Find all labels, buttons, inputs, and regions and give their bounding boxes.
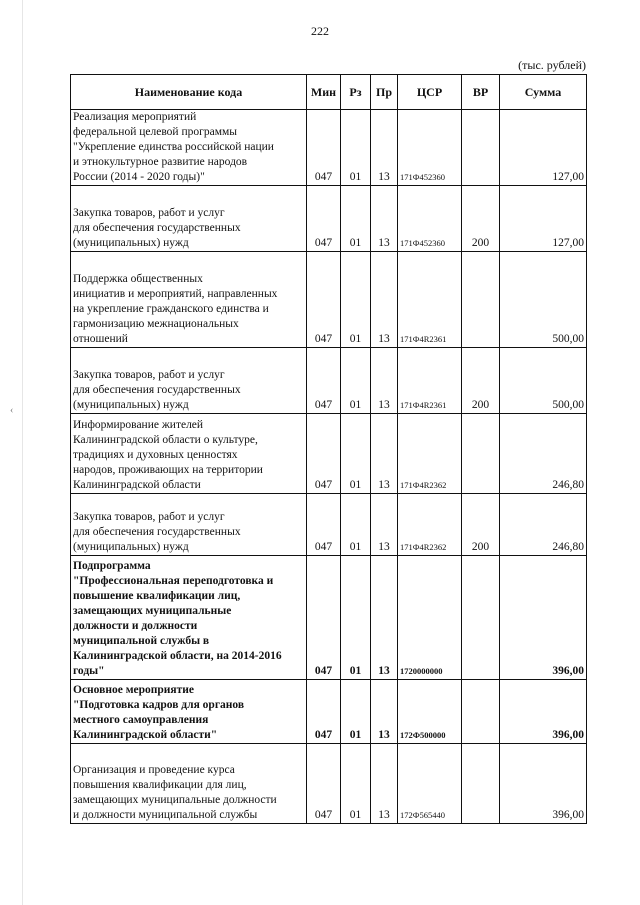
row-csr: 171Ф452360: [398, 110, 462, 186]
row-vr: 200: [462, 186, 500, 252]
table-row: [71, 744, 587, 824]
row-min: 047: [307, 252, 341, 348]
budget-table: [70, 74, 587, 824]
row-csr: 171Ф4R2361: [398, 252, 462, 348]
row-vr: [462, 680, 500, 744]
row-sum: 127,00: [500, 110, 587, 186]
table-row-main-activity: [71, 680, 587, 744]
header-name: Наименование кода: [71, 75, 307, 110]
table-row: [71, 110, 587, 186]
row-vr: [462, 110, 500, 186]
row-sum: 246,80: [500, 414, 587, 494]
row-min: 047: [307, 744, 341, 824]
row-csr: 171Ф4R2361: [398, 348, 462, 414]
row-rz: 01: [341, 494, 371, 556]
row-rz: 01: [341, 744, 371, 824]
row-pr: 13: [371, 348, 398, 414]
row-name-cell: [71, 110, 307, 186]
row-csr: 172Ф500000: [398, 680, 462, 744]
row-name: Поддержка общественных инициатив и мероприятий, направленных на укрепление гражданского единства и гармонизацию межнациональных отношений: [73, 273, 278, 345]
row-name: Закупка товаров, работ и услуг для обеспечения государственных (муниципальных) нужд: [73, 511, 241, 553]
header-sum: Сумма: [500, 75, 587, 110]
margin-mark: ‹: [10, 405, 14, 416]
row-name: Закупка товаров, работ и услуг для обеспечения государственных (муниципальных) нужд: [73, 369, 241, 411]
row-name-cell: [71, 414, 307, 494]
table-row-subprogram: [71, 556, 587, 680]
row-name: Организация и проведение курса повышения квалификации для лиц, замещающих муниципальные должности и должности муниципальной службы: [73, 764, 277, 821]
row-vr: [462, 556, 500, 680]
units-label: (тыс. рублей): [518, 58, 586, 72]
row-name: Закупка товаров, работ и услуг для обеспечения государственных (муниципальных) нужд: [73, 207, 241, 249]
header-min: Мин: [307, 75, 341, 110]
row-pr: 13: [371, 680, 398, 744]
row-min: 047: [307, 494, 341, 556]
row-min: 047: [307, 680, 341, 744]
table-row: [71, 348, 587, 414]
row-min: 047: [307, 556, 341, 680]
row-name: Информирование жителей Калининградской области о культуре, традициях и духовных ценностях народов, проживающих на территории Калининградской области: [73, 419, 263, 491]
row-pr: 13: [371, 744, 398, 824]
row-rz: 01: [341, 348, 371, 414]
row-min: 047: [307, 348, 341, 414]
header-rz: Рз: [341, 75, 371, 110]
row-name-cell: [71, 252, 307, 348]
table-row: [71, 186, 587, 252]
row-sum: 396,00: [500, 556, 587, 680]
header-vr: ВР: [462, 75, 500, 110]
row-rz: 01: [341, 556, 371, 680]
row-pr: 13: [371, 414, 398, 494]
row-pr: 13: [371, 494, 398, 556]
row-sum: 246,80: [500, 494, 587, 556]
row-name-cell: [71, 186, 307, 252]
row-pr: 13: [371, 186, 398, 252]
row-min: 047: [307, 110, 341, 186]
row-vr: [462, 744, 500, 824]
table-row: [71, 414, 587, 494]
row-min: 047: [307, 414, 341, 494]
row-name-cell: [71, 348, 307, 414]
row-rz: 01: [341, 110, 371, 186]
row-pr: 13: [371, 556, 398, 680]
table-row: [71, 252, 587, 348]
row-min: 047: [307, 186, 341, 252]
row-vr: [462, 252, 500, 348]
row-pr: 13: [371, 252, 398, 348]
row-csr: 1720000000: [398, 556, 462, 680]
row-vr: 200: [462, 494, 500, 556]
row-sum: 127,00: [500, 186, 587, 252]
row-name-cell: [71, 680, 307, 744]
row-csr: 171Ф452360: [398, 186, 462, 252]
row-name-cell: [71, 556, 307, 680]
row-rz: 01: [341, 414, 371, 494]
binding-edge-line: [22, 0, 23, 905]
row-name-cell: [71, 744, 307, 824]
row-csr: 171Ф4R2362: [398, 414, 462, 494]
row-sum: 396,00: [500, 744, 587, 824]
row-csr: 171Ф4R2362: [398, 494, 462, 556]
page-number: 222: [311, 24, 329, 38]
row-name: Подпрограмма "Профессиональная переподготовка и повышение квалификации лиц, замещающих муниципальные должности и должности муниципальной службы в Калининградской области, на 2014-2016 годы": [73, 560, 282, 677]
row-sum: 396,00: [500, 680, 587, 744]
row-rz: 01: [341, 186, 371, 252]
table-header-row: [71, 75, 587, 110]
row-csr: 172Ф565440: [398, 744, 462, 824]
row-sum: 500,00: [500, 348, 587, 414]
row-vr: [462, 414, 500, 494]
row-vr: 200: [462, 348, 500, 414]
header-pr: Пр: [371, 75, 398, 110]
row-name: Реализация мероприятий федеральной целевой программы "Укрепление единства российской нации и этнокультурное развитие народов России (2014 - 2020 годы)": [73, 111, 274, 183]
row-sum: 500,00: [500, 252, 587, 348]
row-pr: 13: [371, 110, 398, 186]
row-name: Основное мероприятие "Подготовка кадров для органов местного самоуправления Калининградской области": [73, 684, 245, 741]
row-rz: 01: [341, 252, 371, 348]
row-name-cell: [71, 494, 307, 556]
header-csr: ЦСР: [398, 75, 462, 110]
table-row: [71, 494, 587, 556]
row-rz: 01: [341, 680, 371, 744]
